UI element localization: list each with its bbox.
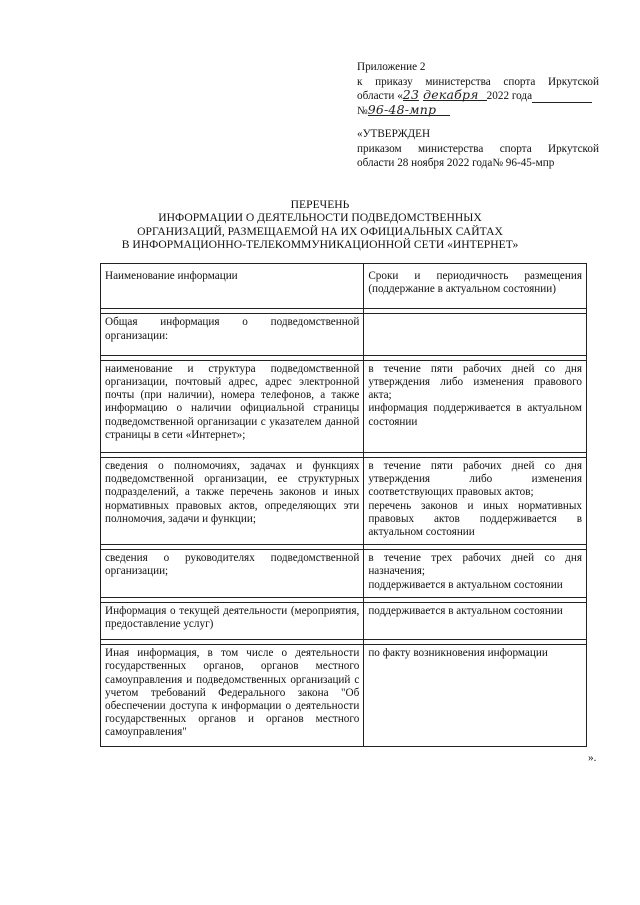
table-row xyxy=(101,645,587,746)
approved-date: области 28 ноября 2022 года№ 96-45-мпр xyxy=(357,157,555,169)
title-line-4: В ИНФОРМАЦИОННО-ТЕЛЕКОММУНИКАЦИОННОЙ СЕТИ «ИНТЕРНЕТ» xyxy=(121,238,519,252)
cell-info-name: Информация о текущей деятельности (мероприятия, предоставление услуг) xyxy=(101,602,364,639)
cell-info-name: сведения о полномочиях, задачах и функциях подведомственной организации, ее структурных подразделений, а также перечень законов и иных нормативных правовых актов, определяющих эти полномочия, задачи и функции; xyxy=(101,458,364,545)
date-suffix: 2022 года xyxy=(486,90,533,102)
number-prefix: № xyxy=(357,104,368,117)
title-line-2: ИНФОРМАЦИИ О ДЕЯТЕЛЬНОСТИ ПОДВЕДОМСТВЕННЫХ xyxy=(158,211,482,225)
cell-info-name: Иная информация, в том числе о деятельности государственных органов, органов местного самоуправления и подведомственных организаций с учетом требований Федерального закона "Об обеспечении доступа к информации о деятельности государственных органов и органов местного самоуправления" xyxy=(101,645,364,746)
title-line-1: ПЕРЕЧЕНЬ xyxy=(290,198,350,211)
appendix-number-line xyxy=(357,101,599,119)
approved-block xyxy=(357,127,599,171)
period-text: в течение пяти рабочих дней со дня утверждения либо изменения правового акта; xyxy=(368,362,582,402)
title-line-3: ОРГАНИЗАЦИЙ, РАЗМЕЩАЕМОЙ НА ИХ ОФИЦИАЛЬНЫХ САЙТАХ xyxy=(137,224,503,238)
information-table xyxy=(100,263,587,747)
period-text: в течение трех рабочих дней со дня назначения; xyxy=(368,552,582,578)
appendix-block xyxy=(357,60,599,118)
period-text: информация поддерживается в актуальном состоянии xyxy=(368,402,582,428)
cell-info-period xyxy=(364,314,587,355)
cell-info-name: сведения о руководителях подведомственной организации; xyxy=(101,550,364,598)
approved-heading: «УТВЕРЖДЕН xyxy=(357,128,431,140)
cell-info-name: наименование и структура подведомственной организации, почтовый адрес, адрес электронной почты (при наличии), номера телефонов, а также информацию о наличии официальной страницы подведомственной организации с указателем данной страницы в сети «Интернет»; xyxy=(101,360,364,452)
table-row xyxy=(101,360,587,452)
approved-order: приказом министерства спорта Иркутской xyxy=(357,142,599,155)
period-text: в течение пяти рабочих дней со дня утверждения либо изменения соответствующих правовых актов; xyxy=(368,460,582,499)
document-title xyxy=(100,198,540,252)
header-cell-name: Наименование информации xyxy=(101,264,364,309)
table-row xyxy=(101,550,587,598)
date-prefix: области « xyxy=(357,90,403,102)
cell-info-period xyxy=(364,458,587,545)
handwritten-month: декабря xyxy=(423,89,487,101)
period-text: перечень законов и иных нормативных правовых актов поддерживается в актуальном состоянии xyxy=(368,499,582,539)
table-row xyxy=(101,314,587,355)
handwritten-day: 23 xyxy=(402,87,420,102)
cell-info-period: поддерживается в актуальном состоянии xyxy=(364,602,587,639)
table-header-row xyxy=(101,264,587,309)
appendix-order-ref: к приказу министерства спорта Иркутской xyxy=(357,75,599,88)
closing-quote: ». xyxy=(588,752,597,764)
signature-underline xyxy=(532,91,592,103)
appendix-title: Приложение 2 xyxy=(357,61,426,73)
table-row xyxy=(101,458,587,545)
cell-info-name: Общая информация о подведомственной организации: xyxy=(101,314,364,355)
cell-info-period: по факту возникновения информации xyxy=(364,645,587,746)
table-row xyxy=(101,602,587,639)
cell-info-period xyxy=(364,360,587,452)
period-text: поддерживается в актуальном состоянии xyxy=(368,578,563,591)
cell-info-period xyxy=(364,550,587,598)
header-cell-period: Сроки и периодичность размещения (поддержание в актуальном состоянии) xyxy=(364,264,587,309)
handwritten-number: 96-48-мпр xyxy=(368,104,450,116)
